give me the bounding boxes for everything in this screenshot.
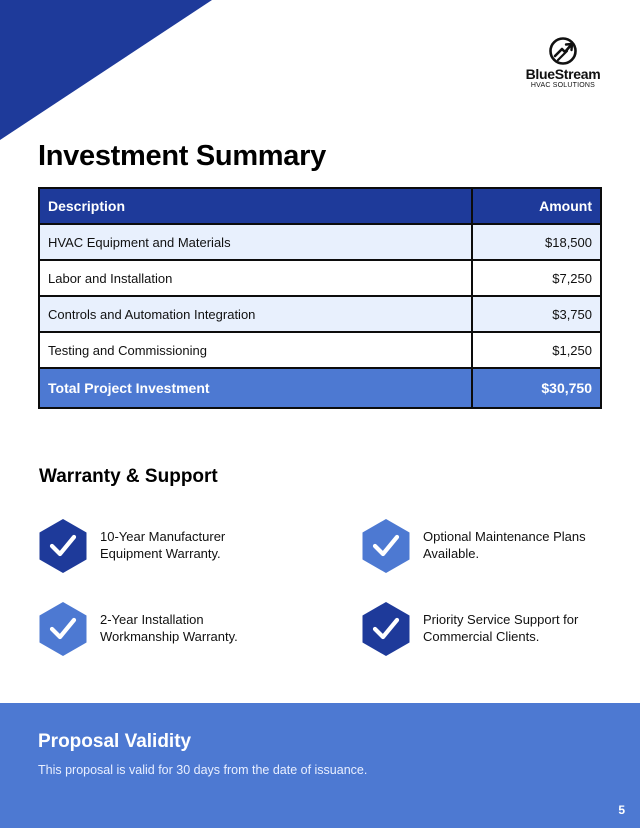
- warranty-text: [423, 611, 603, 645]
- company-logo: [520, 36, 606, 90]
- warranty-line1: Optional Maintenance Plans: [423, 529, 586, 544]
- row-description: Controls and Automation Integration: [39, 296, 472, 332]
- header-amount: Amount: [472, 188, 601, 224]
- row-amount: $3,750: [472, 296, 601, 332]
- table-row: [39, 296, 601, 332]
- warranty-line1: 10-Year Manufacturer: [100, 529, 226, 544]
- warranty-item: [361, 518, 601, 578]
- page-number: 5: [618, 803, 625, 817]
- check-hexagon-icon: [38, 518, 88, 574]
- row-amount: $7,250: [472, 260, 601, 296]
- warranty-text: [100, 528, 280, 562]
- validity-heading: Proposal Validity: [38, 731, 192, 752]
- warranty-text: [100, 611, 280, 645]
- table-row: [39, 260, 601, 296]
- warranty-line1: 2-Year Installation: [100, 612, 204, 627]
- warranty-line2: Equipment Warranty.: [100, 546, 221, 561]
- warranty-line1: Priority Service Support for: [423, 612, 579, 627]
- table-total-row: [39, 368, 601, 408]
- logo-name-part1: Blue: [525, 66, 555, 82]
- total-amount: $30,750: [472, 368, 601, 408]
- table-row: [39, 224, 601, 260]
- table-header-row: [39, 188, 601, 224]
- row-amount: $1,250: [472, 332, 601, 368]
- row-description: Testing and Commissioning: [39, 332, 472, 368]
- check-hexagon-icon: [361, 601, 411, 657]
- check-hexagon-icon: [361, 518, 411, 574]
- row-amount: $18,500: [472, 224, 601, 260]
- check-hexagon-icon: [38, 601, 88, 657]
- investment-table: [38, 187, 602, 409]
- header-description: Description: [39, 188, 472, 224]
- logo-tagline: HVAC SOLUTIONS: [530, 82, 596, 89]
- warranty-item: [361, 601, 601, 661]
- warranty-line2: Workmanship Warranty.: [100, 629, 238, 644]
- warranty-item: [38, 518, 278, 578]
- warranty-text: [423, 528, 603, 562]
- page-title: Investment Summary: [38, 140, 326, 172]
- circle-arrow-icon: [548, 36, 578, 66]
- warranty-heading: Warranty & Support: [39, 466, 218, 487]
- total-description: Total Project Investment: [39, 368, 472, 408]
- warranty-item: [38, 601, 278, 661]
- row-description: Labor and Installation: [39, 260, 472, 296]
- row-description: HVAC Equipment and Materials: [39, 224, 472, 260]
- warranty-line2: Available.: [423, 546, 480, 561]
- warranty-line2: Commercial Clients.: [423, 629, 540, 644]
- logo-wordmark: [520, 66, 606, 82]
- table-row: [39, 332, 601, 368]
- validity-footer: [0, 703, 640, 828]
- corner-triangle-decoration: [0, 0, 212, 140]
- logo-name-part2: Stream: [554, 66, 601, 82]
- validity-text: This proposal is valid for 30 days from the date of issuance.: [38, 763, 368, 777]
